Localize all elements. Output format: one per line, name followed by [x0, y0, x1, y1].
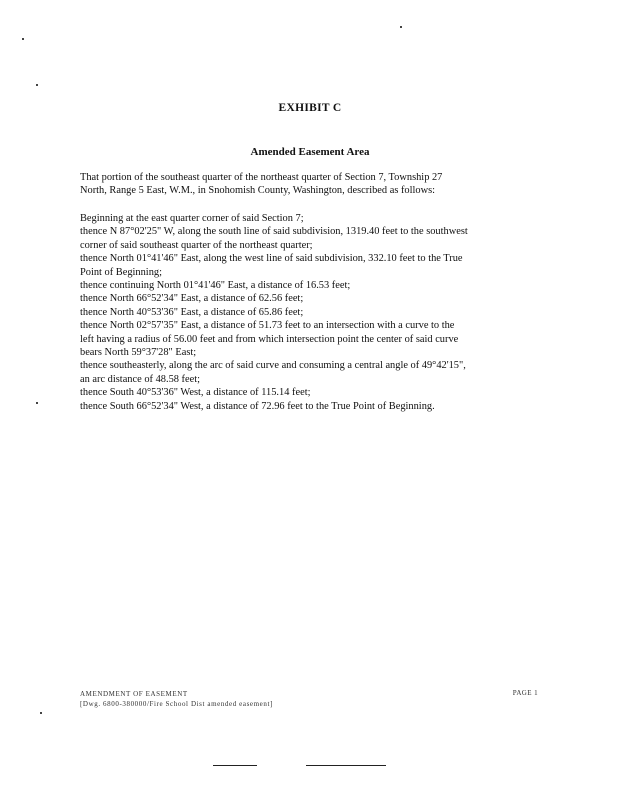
description-line: thence South 66°52'34" West, a distance of 72.96 feet to the True Point of Beginning. [80, 400, 435, 412]
scan-speck [400, 26, 402, 28]
intro-line: North, Range 5 East, W.M., in Snohomish County, Washington, described as follows: [80, 185, 436, 197]
intro-line: That portion of the southeast quarter of the northeast quarter of Section 7, Township 27 [80, 172, 443, 183]
description-line: Beginning at the east quarter corner of said Section 7; [80, 213, 304, 224]
page-number: PAGE 1 [512, 689, 538, 697]
description-line: thence North 40°53'36" East, a distance of 65.86 feet; [80, 306, 304, 318]
footer-document-label [80, 689, 273, 709]
scan-speck [36, 84, 38, 86]
footer-line: [Dwg. 6800-380000/Fire School Dist amended easement] [80, 700, 273, 708]
legal-description [80, 212, 560, 413]
initial-line [306, 765, 386, 766]
description-line: an arc distance of 48.58 feet; [80, 373, 201, 385]
page-title: EXHIBIT C [278, 102, 342, 114]
page-subtitle: Amended Easement Area [250, 146, 370, 158]
description-line: bears North 59°37'28" East; [80, 347, 197, 359]
description-line: thence North 66°52'34" East, a distance of 62.56 feet; [80, 293, 304, 305]
scan-speck [40, 712, 42, 714]
description-line: corner of said southeast quarter of the northeast quarter; [80, 239, 313, 251]
description-line: thence southeasterly, along the arc of said curve and consuming a central angle of 49°42'15", [80, 360, 466, 372]
intro-paragraph [80, 171, 560, 198]
description-line: Point of Beginning; [80, 266, 162, 278]
description-line: thence North 01°41'46" East, along the west line of said subdivision, 332.10 feet to the True [80, 253, 463, 265]
description-line: left having a radius of 56.00 feet and from which intersection point the center of said curve [80, 333, 459, 345]
description-line: thence South 40°53'36" West, a distance of 115.14 feet; [80, 387, 311, 399]
scan-speck [22, 38, 24, 40]
initial-line [213, 765, 257, 766]
description-line: thence N 87°02'25" W, along the south line of said subdivision, 1319.40 feet to the southwest [80, 226, 468, 238]
scan-speck [36, 402, 38, 404]
description-line: thence North 02°57'35" East, a distance of 51.73 feet to an intersection with a curve to the [80, 320, 455, 332]
description-line: thence continuing North 01°41'46" East, a distance of 16.53 feet; [80, 280, 351, 292]
footer-line: AMENDMENT OF EASEMENT [80, 690, 188, 698]
